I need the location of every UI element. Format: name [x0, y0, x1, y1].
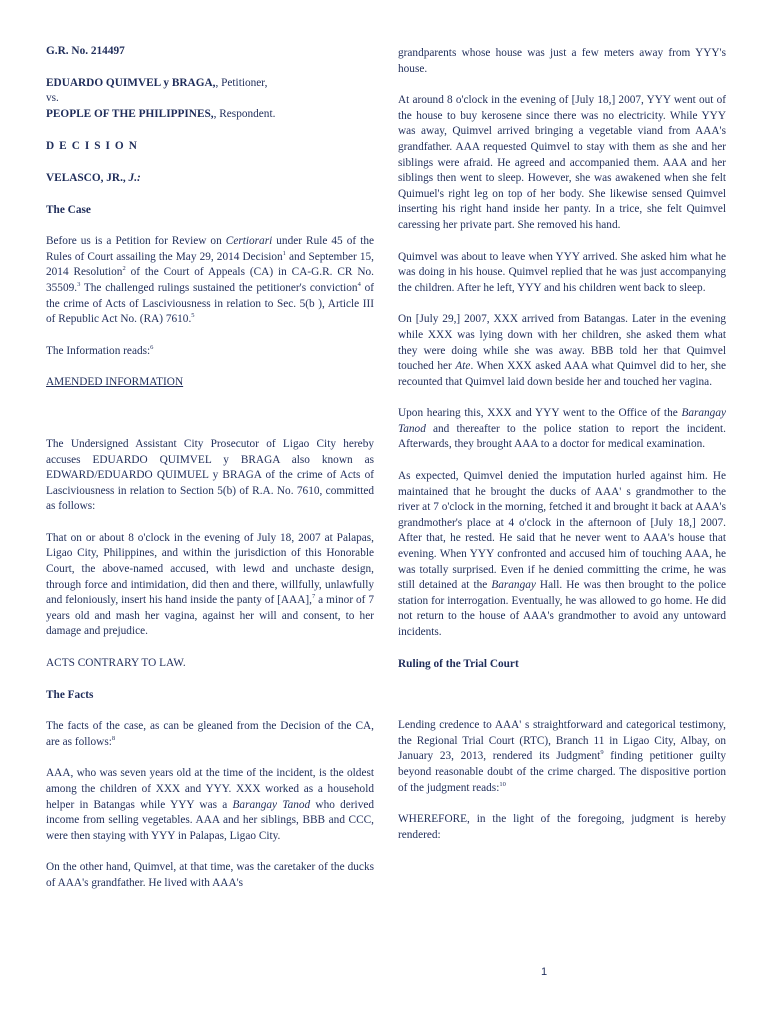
footnote-ref[interactable]: 2: [122, 265, 126, 273]
footnote-ref[interactable]: 1: [282, 249, 286, 257]
footnote-ref[interactable]: 8: [111, 735, 116, 743]
footnote-ref[interactable]: 4: [357, 281, 361, 289]
ruling-paragraph-1: Lending credence to AAA' s straightforward and categorical testimony, the Regional Trial Court (RTC), Branch 11 in Ligao City, Albay, on January 23, 2013, rendered its Judgment$^9$ finding petitioner guilty beyond reasonable doubt of the crime charged. The dispositive portion of the judgment reads:$^{10}$: [398, 719, 726, 794]
section-heading-case: The Case: [46, 203, 91, 216]
footnote-ref[interactable]: 6: [150, 343, 154, 351]
section-heading-facts: The Facts: [46, 688, 94, 701]
petitioner-role: , Petitioner,: [215, 76, 268, 89]
page-number: 1: [541, 966, 548, 978]
footnote-ref[interactable]: 9: [600, 749, 604, 757]
facts-paragraph-6: Quimvel was about to leave when YYY arrived. She asked him what he was doing in his house. Quimvel replied that he was just accompanying the children. After he left, YYY and his children went back to sleep.: [398, 250, 726, 294]
facts-paragraph-4: grandparents whose house was just a few meters away from YYY's house.: [398, 47, 726, 75]
ruling-paragraph-2: WHEREFORE, in the light of the foregoing, judgment is hereby rendered:: [398, 813, 726, 841]
amended-information-heading: AMENDED INFORMATION: [46, 376, 184, 389]
respondent-name: PEOPLE OF THE PHILIPPINES,: [46, 107, 214, 120]
facts-paragraph-9: As expected, Quimvel denied the imputation hurled against him. He maintained that he brought the ducks of AAA' s grandmother to the river at 7 o'clock in the morning, fetched it and brought it back at AAA's grandmother's place at 4 o'clock in the afternoon of [July 18,] 2007. After that, he rested. He said that he never went to AAA's house that evening. When YYY confronted and accused him of touching AAA, he was totally surprised. Even if he denied committing the crime, he was still detained at the Barangay Hall. He was then brought to the police station for interrogation. Eventually, he was allowed to go home. He did not return to the house of AAA's grandmother to avoid any untoward incidents.: [398, 470, 726, 638]
facts-paragraph-5: At around 8 o'clock in the evening of [July 18,] 2007, YYY went out of the house to buy kerosene since there was no electricity. While YYY was away, Quimvel arrived bringing a vegetable viand from AAA's grandfather. AAA requested Quimvel to stay with them as she and her siblings were afraid. He agreed and accompanied them. AAA and her siblings then went to sleep. However, she was awakened when she felt Quimuel's right leg on top of her body. She likewise sensed Quimvel inserting his right hand inside her panty. In a trice, she felt Quimvel caressing her private part. She removed his hand.: [398, 94, 726, 231]
petitioner-line: [46, 76, 374, 92]
footnote-ref[interactable]: 5: [191, 312, 195, 320]
information-paragraph: The Undersigned Assistant City Prosecutor of Ligao City hereby accuses EDUARDO QUIMVEL y BRAGA also known as EDWARD/EDUARDO QUIMUEL y BRAGA of the crime of Acts of Lasciviousness in relation to Section 5(b) of R.A. No. 7610, committed as follows:: [46, 437, 374, 513]
information-charge: That on or about 8 o'clock in the evening of July 18, 2007 at Palapas, Ligao City, Philippines, and within the jurisdiction of this Honorable Court, the above-named accused, with lewd and unchaste design, through force and intimidation, did then and there, willfully, unlawfully and feloniously, insert his hand inside the panty of [AAA],$^7$ a minor of 7 years old and mash her vagina, against her will and consent, to her damage and prejudice.: [46, 531, 374, 638]
ponente-title: J.:: [125, 171, 141, 184]
facts-paragraph-2: AAA, who was seven years old at the time of the incident, is the oldest among the children of XXX and YYY. XXX worked as a household helper in Batangas while YYY was a Barangay Tanod who derived income from selling vegetables. AAA and her siblings, BBB and CCC, were then staying with YYY in Palapas, Ligao City.: [46, 767, 375, 842]
footnote-ref[interactable]: 10: [499, 780, 506, 788]
footnote-ref[interactable]: 3: [77, 281, 81, 289]
facts-paragraph-3: On the other hand, Quimvel, at that time, was the caretaker of the ducks of AAA's grandfather. He lived with AAA's: [46, 861, 374, 889]
facts-paragraph-1: The facts of the case, as can be gleaned from the Decision of the CA, are as follows:$^8$: [46, 720, 374, 748]
ponente-name: VELASCO, JR.,: [46, 171, 126, 184]
facts-paragraph-7: On [July 29,] 2007, XXX arrived from Batangas. Later in the evening while XXX was lying down with her children, she asked them what they were doing while she was away. BBB told her that Quimvel touched her Ate. When XXX asked AAA what Quimvel did to her, she recounted that Quimvel laid down beside her and touched her vagina.: [398, 313, 726, 388]
case-paragraph-1: Before us is a Petition for Review on Certiorari under Rule 45 of the Rules of Court assailing the May 29, 2014 Decision$^1$ and September 15, 2014 Resolution$^2$ of the Court of Appeals (CA) in CA-G.R. CR No. 35509.$^3$ The challenged rulings sustained the petitioner's conviction$^4$ of the crime of Acts of Lasciviousness in relation to Sec. 5(b ), Article III of Republic Act No. (RA) 7610.$^5$: [46, 235, 374, 326]
right-column: [398, 46, 726, 843]
case-number: G.R. No. 214497: [46, 45, 125, 57]
information-reads: The Information reads:$^6$: [46, 343, 154, 357]
section-heading-ruling: Ruling of the Trial Court: [398, 657, 519, 670]
petitioner-name: EDUARDO QUIMVEL y BRAGA,: [46, 76, 216, 89]
acts-contrary: ACTS CONTRARY TO LAW.: [46, 657, 186, 670]
decision-title: DECISION: [46, 140, 142, 153]
facts-paragraph-8: Upon hearing this, XXX and YYY went to the Office of the Barangay Tanod and thereafter to the police station to report the incident. Afterwards, they brought AAA to a doctor for medical examination.: [398, 407, 726, 451]
footnote-ref[interactable]: 7: [311, 593, 316, 601]
ponente: [46, 171, 374, 187]
respondent-role: , Respondent.: [213, 107, 276, 120]
left-column: [46, 44, 374, 892]
respondent-line: [46, 107, 374, 123]
versus: vs.: [46, 92, 59, 105]
